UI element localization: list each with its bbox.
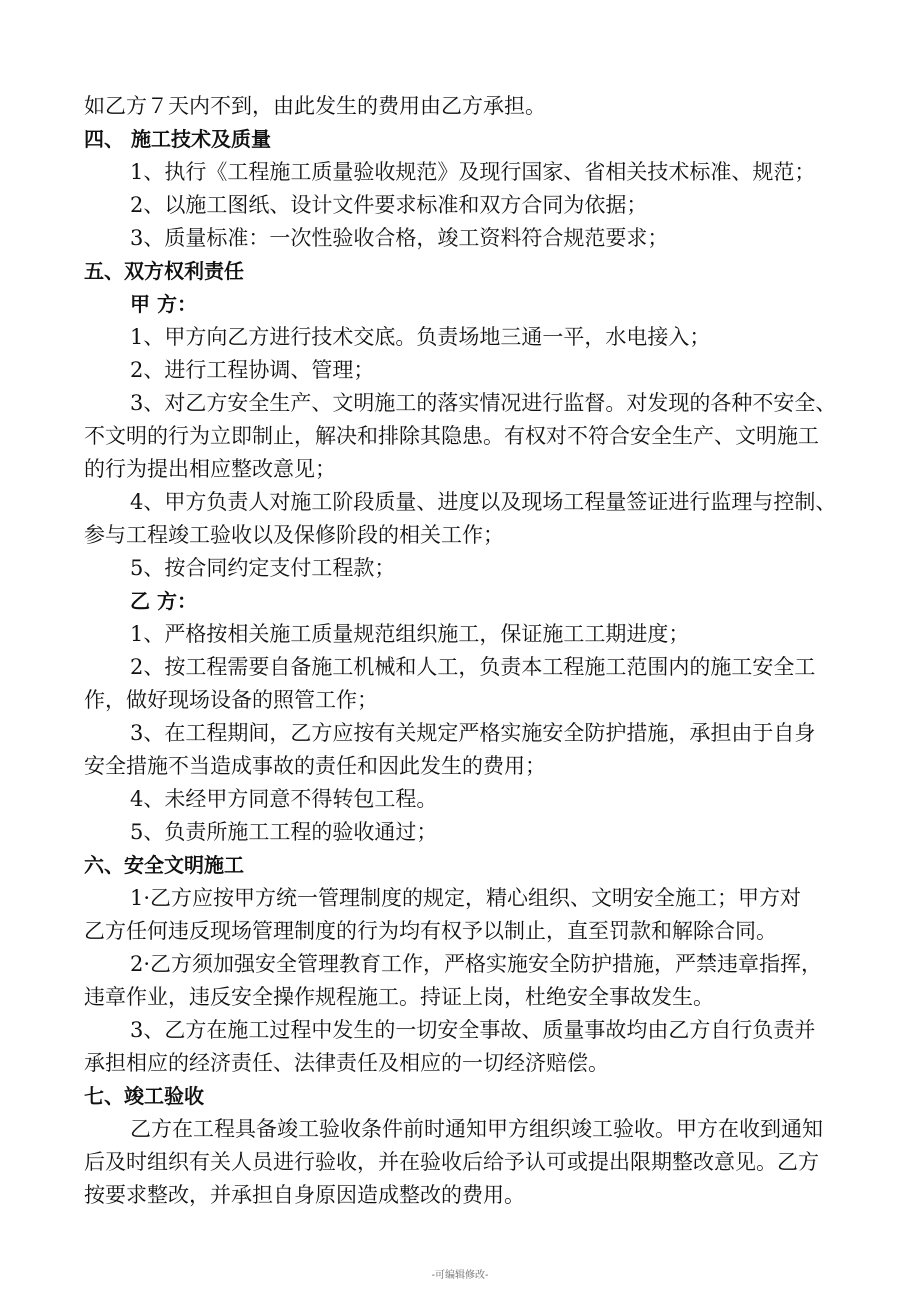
paragraph-line: 违章作业，违反安全操作规程施工。持证上岗，杜绝安全事故发生。 — [84, 985, 714, 1009]
paragraph-line: 2、按工程需要自备施工机械和人工，负责本工程施工范围内的施工安全工 — [130, 655, 816, 679]
paragraph-line: 1、严格按相关施工质量规范组织施工，保证施工工期进度； — [130, 622, 690, 646]
paragraph-line: 不文明的行为立即制止，解决和排除其隐患。有权对不符合安全生产、文明施工 — [84, 424, 819, 448]
section-heading-6: 六、安全文明施工 — [84, 853, 244, 877]
paragraph-line: 4、未经甲方同意不得转包工程。 — [130, 787, 438, 811]
paragraph-line: 3、质量标准：一次性验收合格，竣工资料符合规范要求； — [130, 226, 669, 250]
paragraph-line: 5、按合同约定支付工程款； — [130, 556, 396, 580]
paragraph-line: 4、甲方负责人对施工阶段质量、进度以及现场工程量签证进行监理与控制、 — [130, 490, 836, 514]
paragraph-line: 2·乙方须加强安全管理教育工作，严格实施安全防护措施，严禁违章指挥， — [130, 952, 823, 976]
paragraph-line: 作，做好现场设备的照管工作； — [84, 688, 378, 712]
paragraph-line: 按要求整改，并承担自身原因造成整改的费用。 — [84, 1183, 525, 1207]
paragraph-line: 乙方任何违反现场管理制度的行为均有权予以制止，直至罚款和解除合同。 — [84, 919, 777, 943]
paragraph-line: 承担相应的经济责任、法律责任及相应的一切经济赔偿。 — [84, 1051, 609, 1075]
paragraph-line: 1、执行《工程施工质量验收规范》及现行国家、省相关技术标准、规范； — [130, 160, 816, 184]
paragraph-line: 1、甲方向乙方进行技术交底。负责场地三通一平，水电接入； — [130, 325, 711, 349]
paragraph-line: 的行为提出相应整改意见； — [84, 457, 336, 481]
paragraph-line: 2、以施工图纸、设计文件要求标准和双方合同为依据； — [130, 193, 648, 217]
paragraph-line: 3、乙方在施工过程中发生的一切安全事故、质量事故均由乙方自行负责并 — [130, 1018, 816, 1042]
party-b-label: 乙 方： — [130, 589, 197, 613]
paragraph-line: 3、在工程期间，乙方应按有关规定严格实施安全防护措施，承担由于自身 — [130, 721, 816, 745]
paragraph-line: 如乙方７天内不到，由此发生的费用由乙方承担。 — [84, 94, 546, 118]
paragraph-line: 乙方在工程具备竣工验收条件前时通知甲方组织竣工验收。甲方在收到通知 — [130, 1117, 823, 1141]
section-heading-7: 七、竣工验收 — [84, 1084, 204, 1108]
paragraph-line: 后及时组织有关人员进行验收，并在验收后给予认可或提出限期整改意见。乙方 — [84, 1150, 819, 1174]
paragraph-line: 参与工程竣工验收以及保修阶段的相关工作； — [84, 523, 504, 547]
section-heading-5: 五、双方权利责任 — [84, 259, 244, 283]
paragraph-line: 3、对乙方安全生产、文明施工的落实情况进行监督。对发现的各种不安全、 — [130, 391, 836, 415]
party-a-label: 甲 方： — [130, 292, 197, 316]
paragraph-line: 2、进行工程协调、管理； — [130, 358, 375, 382]
paragraph-line: 安全措施不当造成事故的责任和因此发生的费用； — [84, 754, 546, 778]
paragraph-line: 5、负责所施工工程的验收通过； — [130, 820, 438, 844]
paragraph-line: 1·乙方应按甲方统一管理制度的规定，精心组织、文明安全施工；甲方对 — [130, 886, 802, 910]
section-heading-4: 四、 施工技术及质量 — [84, 127, 271, 151]
page-footer: -可编辑修改- — [431, 1270, 489, 1281]
